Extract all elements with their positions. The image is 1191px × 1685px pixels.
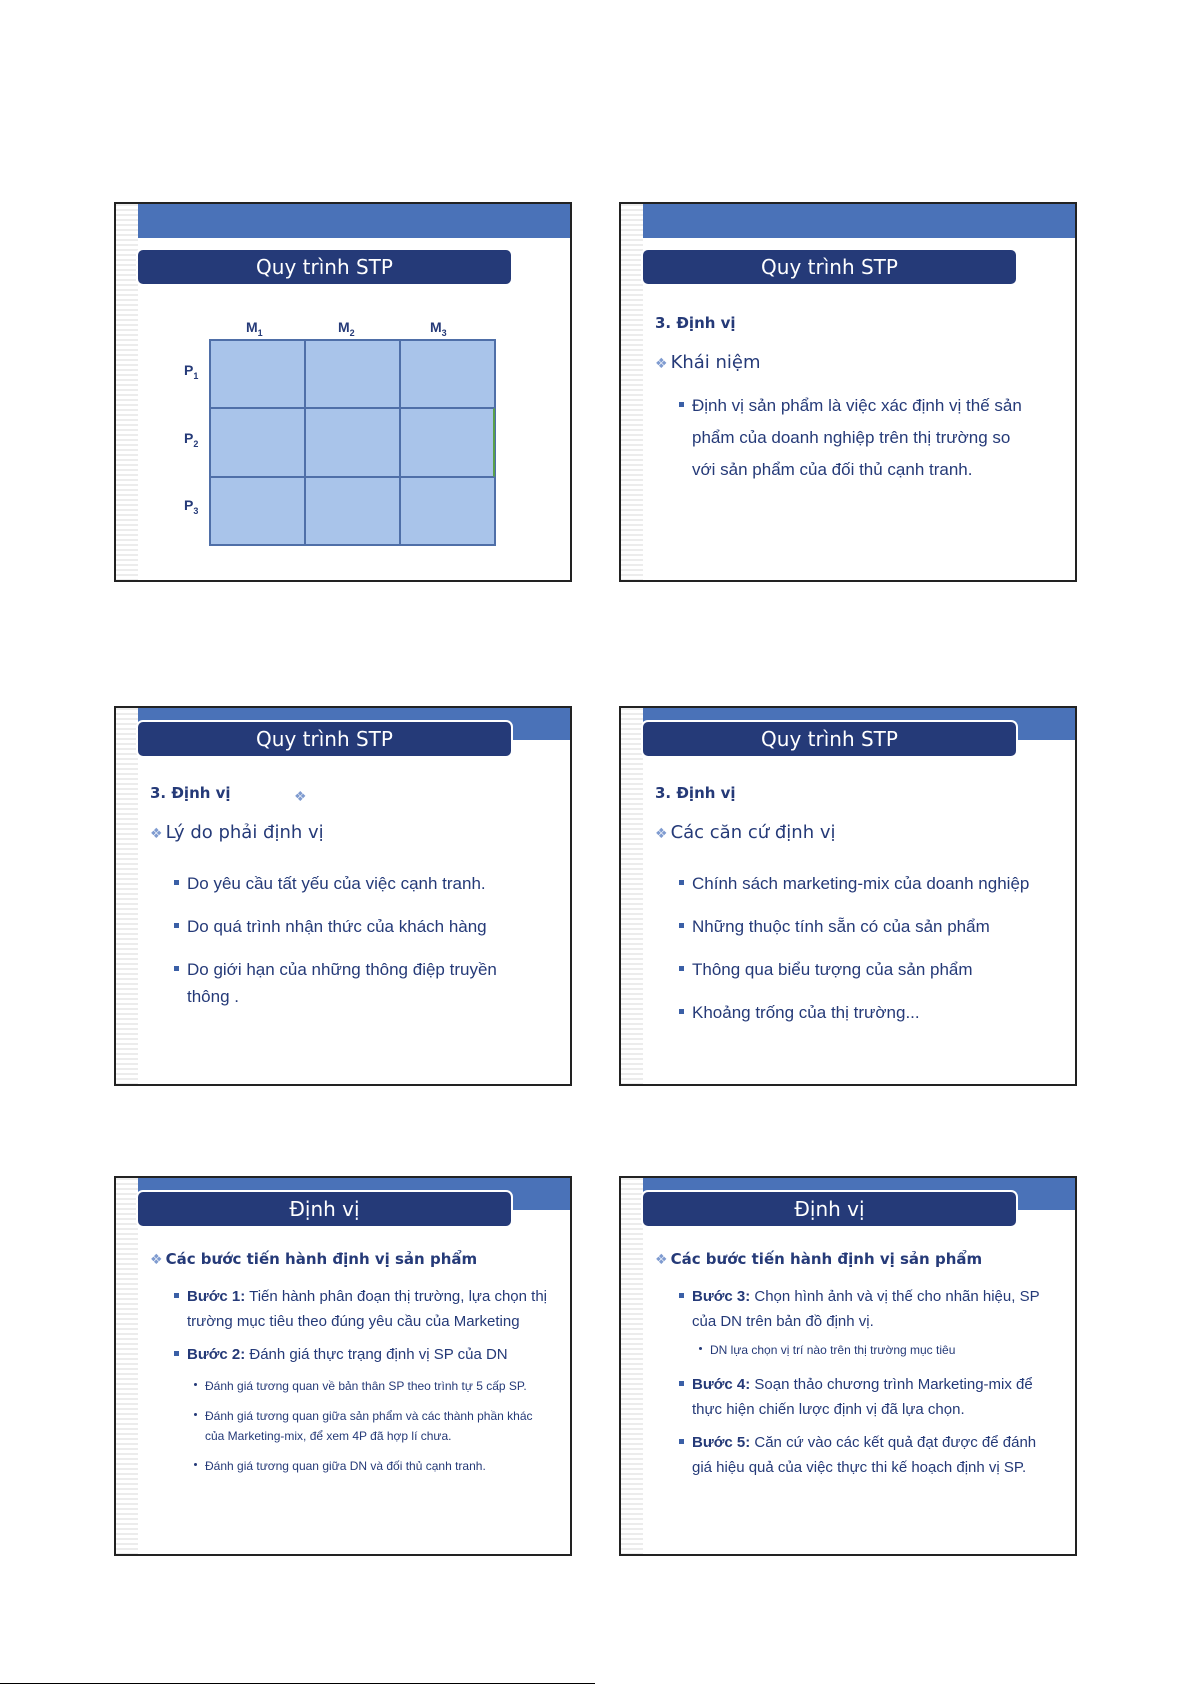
square-bullet-icon xyxy=(679,1293,684,1298)
col-label-m3: $M_3$ xyxy=(430,319,447,338)
section-heading: ❖ Các bước tiến hành định vị sản phẩm xyxy=(655,1250,983,1268)
list-item: Khoảng trống của thị trường... xyxy=(679,991,1069,1034)
square-bullet-icon xyxy=(679,880,684,885)
section-heading: ❖ Các bước tiến hành định vị sản phẩm xyxy=(150,1250,478,1268)
slide-4 xyxy=(619,706,1077,1086)
diamond-bullet-icon: ❖ xyxy=(655,356,668,372)
col-label-m1: $M_1$ xyxy=(246,319,263,338)
reason-list xyxy=(174,862,564,1011)
slide-6 xyxy=(619,1176,1077,1556)
square-bullet-icon xyxy=(679,966,684,971)
square-bullet-icon xyxy=(174,923,179,928)
subheading: ❖ Các căn cứ định vị xyxy=(655,822,836,843)
grid-cell xyxy=(210,477,305,545)
grid-cell xyxy=(400,408,495,476)
list-item: Do quá trình nhận thức của khách hàng xyxy=(174,905,564,948)
grid-cell xyxy=(305,408,400,476)
list-item: Do yêu cầu tất yếu của việc cạnh tranh. xyxy=(174,862,564,905)
diamond-bullet-icon: ❖ xyxy=(655,826,668,842)
subheading: ❖ Khái niệm xyxy=(655,352,761,373)
step-5: Bước 5: Căn cứ vào các kết quả đạt được để đánh giá hiệu quả của việc thực thi kế hoạch định vị SP. xyxy=(679,1430,1074,1480)
grid-cell xyxy=(210,408,305,476)
dot-bullet-icon xyxy=(194,1383,197,1386)
grid-cell xyxy=(305,477,400,545)
step-3: Bước 3: Chọn hình ảnh và vị thế cho nhãn hiệu, SP của DN trên bản đồ định vị. xyxy=(679,1284,1074,1334)
slide-stripe xyxy=(116,1178,138,1554)
section-heading: 3. Định vị xyxy=(655,314,736,332)
slide-stripe xyxy=(621,1178,643,1554)
square-bullet-icon xyxy=(174,966,179,971)
step-2-details xyxy=(194,1376,564,1476)
slide-title: Quy trình STP xyxy=(138,250,511,284)
text-line: Định vị sản phẩm là việc xác định vị thế sản xyxy=(679,390,1069,422)
slide-title: Quy trình STP xyxy=(643,250,1016,284)
square-bullet-icon xyxy=(679,402,684,407)
dot-bullet-icon xyxy=(699,1347,702,1350)
list-item: Thông qua biểu tượng của sản phẩm xyxy=(679,948,1069,991)
slide-header-bar xyxy=(116,204,570,238)
step-1: Bước 1: Tiến hành phân đoạn thị trường, lựa chọn thị trường mục tiêu theo đúng yêu cầu của Marketing xyxy=(174,1284,569,1334)
dot-bullet-icon xyxy=(194,1463,197,1466)
slide-title: Định vị xyxy=(138,1192,511,1226)
square-bullet-icon xyxy=(174,880,179,885)
slide-2 xyxy=(619,202,1077,582)
slide-stripe xyxy=(116,708,138,1084)
section-heading: 3. Định vị xyxy=(150,784,231,802)
grid-cell xyxy=(305,340,400,408)
slide-stripe xyxy=(116,204,138,580)
dot-bullet-icon xyxy=(194,1413,197,1416)
step-4: Bước 4: Soạn thảo chương trình Marketing-mix để thực hiện chiến lược định vị đã lựa chọn. xyxy=(679,1372,1074,1422)
step-3-detail: DN lựa chọn vị trí nào trên thị trường mục tiêu xyxy=(699,1340,1069,1360)
slide-header-bar xyxy=(621,204,1075,238)
square-bullet-icon xyxy=(679,923,684,928)
grid-cell xyxy=(400,340,495,408)
text-line: phẩm của doanh nghiệp trên thị trường so xyxy=(692,428,1011,447)
subheading: ❖ Lý do phải định vị xyxy=(150,822,324,843)
slide-stripe xyxy=(621,204,643,580)
section-heading: 3. Định vị xyxy=(655,784,736,802)
diamond-bullet-icon: ❖ xyxy=(150,826,163,842)
row-label-p3: $P_3$ xyxy=(184,497,199,516)
square-bullet-icon xyxy=(174,1351,179,1356)
list-item: Đánh giá tương quan giữa DN và đối thủ cạnh tranh. xyxy=(194,1456,564,1476)
list-item: Những thuộc tính sẵn có của sản phẩm xyxy=(679,905,1069,948)
col-label-m2: $M_2$ xyxy=(338,319,355,338)
list-item: Đánh giá tương quan về bản thân SP theo trình tự 5 cấp SP. xyxy=(194,1376,564,1396)
diamond-icon: ❖ xyxy=(294,788,307,804)
grid-cell xyxy=(400,477,495,545)
list-item-continuation: của Marketing-mix, để xem 4P đã hợp lí chưa. xyxy=(205,1429,452,1443)
square-bullet-icon xyxy=(679,1439,684,1444)
square-bullet-icon xyxy=(174,1293,179,1298)
slide-title: Quy trình STP xyxy=(643,722,1016,756)
square-bullet-icon xyxy=(679,1009,684,1014)
step-2: Bước 2: Đánh giá thực trạng định vị SP của DN xyxy=(174,1342,569,1367)
row-label-p2: $P_2$ xyxy=(184,430,199,449)
positioning-grid xyxy=(209,339,496,546)
slide-title: Định vị xyxy=(643,1192,1016,1226)
diamond-bullet-icon: ❖ xyxy=(655,1252,668,1268)
grid-cell xyxy=(210,340,305,408)
definition-text xyxy=(679,390,1069,486)
diamond-bullet-icon: ❖ xyxy=(150,1252,163,1268)
basis-list xyxy=(679,862,1069,1034)
slide-5 xyxy=(114,1176,572,1556)
list-item: Đánh giá tương quan giữa sản phẩm và các thành phần khác xyxy=(194,1406,564,1426)
slide-3 xyxy=(114,706,572,1086)
slide-1 xyxy=(114,202,572,582)
row-label-p1: $P_1$ xyxy=(184,362,199,381)
square-bullet-icon xyxy=(679,1381,684,1386)
slide-title: Quy trình STP xyxy=(138,722,511,756)
slide-stripe xyxy=(621,708,643,1084)
text-line: với sản phẩm của đối thủ cạnh tranh. xyxy=(692,460,973,479)
list-item-continuation: thông . xyxy=(187,987,239,1006)
list-item: Chính sách marketing-mix của doanh nghiệp xyxy=(679,862,1069,905)
footer-line xyxy=(0,1683,595,1684)
list-item: Do giới hạn của những thông điệp truyền xyxy=(174,948,564,991)
